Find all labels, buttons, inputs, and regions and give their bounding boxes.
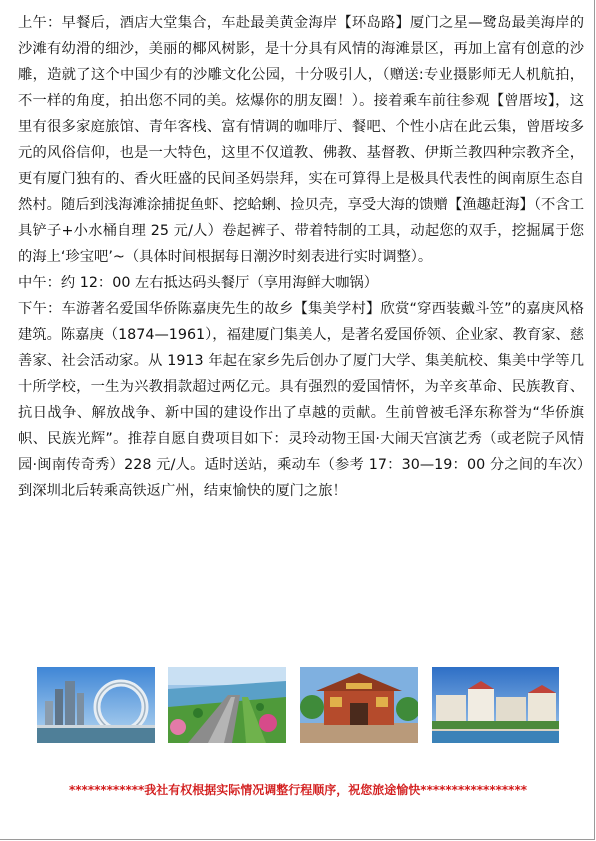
morning-paragraph: 上午：早餐后，酒店大堂集合，车赴最美黄金海岸【环岛路】厦门之星—鹭岛最美海岸的沙滩有幼滑的细沙，美丽的椰风树影，是十分具有风情的海滩景区，再加上富有创意的沙雕，造就了这个中国少有的沙雕文化公园，十分吸引人，（赠送:专业摄影师无人机航拍，不一样的角度，拍出您不同的美。炫爆你的朋友圈！）。接着乘车前往参观【曾厝垵】，这里有很多家庭旅馆、青年客栈、富有情调的咖啡厅、餐吧、个性小店在此云集，曾厝垵多元的风俗信仰，也是一大特色，这里不仅道教、佛教、基督教、伊斯兰教四种宗教齐全，更有厦门独有的、香火旺盛的民间圣妈崇拜，实在可算得上是极具代表性的闽南原生态自然村。随后到浅海滩涂捕捉鱼虾、挖蛤蜊、捡贝壳，享受大海的馈赠【渔趣赶海】（不含工具铲子+小水桶自理 25 元/人）卷起裤子、带着特制的工具，动起您的双手，挖掘属于您的海上‘珍宝吧’~（具体时间根据每日潮汐时刻表进行实时调整）。 <box>18 15 584 265</box>
temple-gate-photo <box>300 667 418 743</box>
city-skyline-ring-photo <box>37 667 155 743</box>
seaside-buildings-photo <box>432 667 559 743</box>
noon-paragraph: 中午：约 12：00 左右抵达码头餐厅（享用海鲜大咖锅） <box>18 275 379 291</box>
photo-strip <box>37 667 559 743</box>
itinerary-notice: ************我社有权根据实际情况调整行程顺序，祝您旅途愉快***************** <box>69 783 527 797</box>
afternoon-paragraph: 下午：车游著名爱国华侨陈嘉庚先生的故乡【集美学村】欣赏“穿西装戴斗笠”的嘉庚风格建筑。陈嘉庚（1874—1961），福建厦门集美人，是著名爱国侨领、企业家、教育家、慈善家、社会活动家。从 1913 年起在家乡先后创办了厦门大学、集美航校、集美中学等几十所学校，一生为兴教捐款超过两亿元。具有强烈的爱国情怀，为辛亥革命、民族教育、抗日战争、解放战争、新中国的建设作出了卓越的贡献。生前曾被毛泽东称誉为“华侨旗帜、民族光辉”。推荐自愿自费项目如下：灵玲动物王国·大闹天宫演艺秀（或老院子风情园·闽南传奇秀）228 元/人。适时送站，乘动车（参考 17：30—19：00 分之间的车次）到深圳北后转乘高铁返广州，结束愉快的厦门之旅！ <box>18 301 585 499</box>
coastal-road-photo <box>168 667 286 743</box>
itinerary-text <box>18 10 584 504</box>
